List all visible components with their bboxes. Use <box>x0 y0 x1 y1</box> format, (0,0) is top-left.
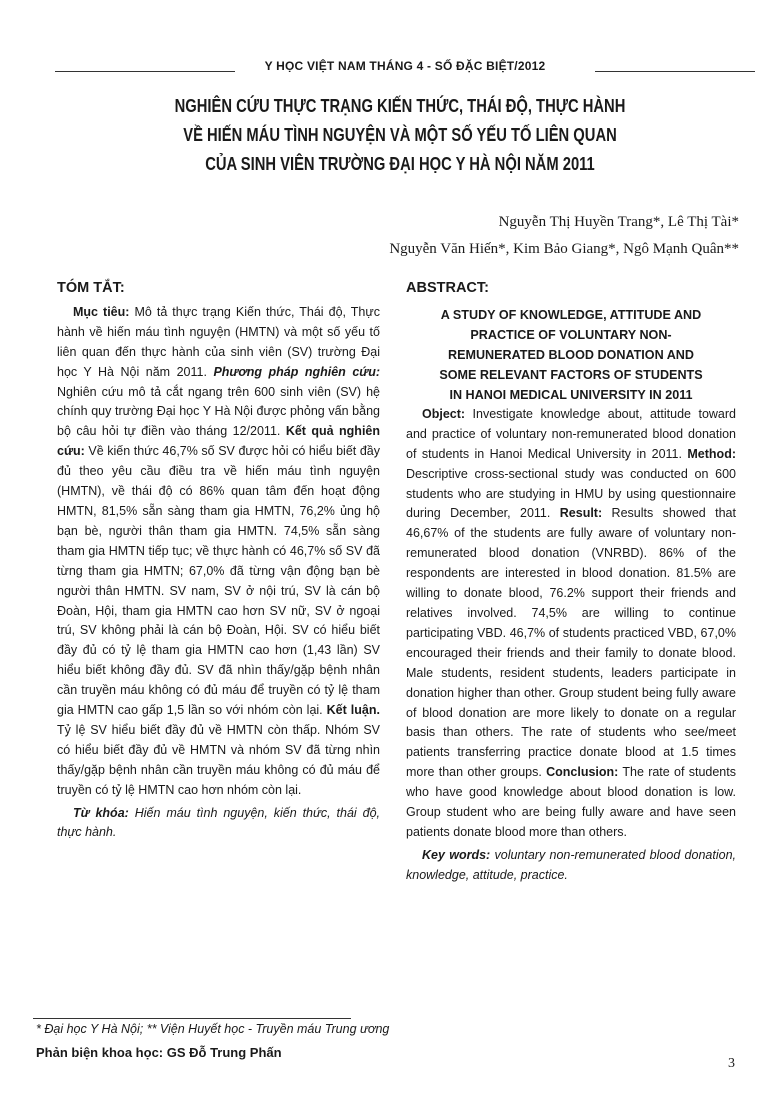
method-text: Nghiên cứu mô tả cắt ngang trên 600 sinh viên (SV) hệ chính quy trường Đại học Y Hà Nội được phỏng vấn bằng bộ câu hỏi tự điền vào tháng 12/2011. <box>57 384 380 439</box>
journal-header <box>55 54 755 78</box>
object-label: Object: <box>422 406 466 421</box>
title-line: CỦA SINH VIÊN TRƯỜNG ĐẠI HỌC Y HÀ NỘI NĂM 2011 <box>205 154 595 174</box>
keywords-text: Hiến máu tình nguyện, kiến thức, thái độ, thực hành. <box>57 805 380 840</box>
method-label-en: Method: <box>687 446 736 461</box>
abstract-en-body <box>406 405 736 843</box>
results-text: Về kiến thức 46,7% số SV được hỏi có hiểu biết đầy đủ theo yêu cầu điều tra về hiến máu tình nguyện (HMTN), về thái độ có 86% quan tâm đến hoạt động HMTN, 81,5% sẵn sàng tham gia HMTN, 76,2% ủng hộ bạn bè, người thân tham gia HMTN. 74,5% sẵn sàng tham gia HMTN tiếp tục; về thực hành có 46,7% số SV đã từng tham gia HMTN; 67,0% đã từng vận động bạn bè người thân HMTN. SV nam, SV ở nội trú, SV là cán bộ Đoàn, Hội, tham gia HMTN cao hơn SV nữ, SV ở ngoại trú, SV không phải là cán bộ Đoàn, Hội. SV có hiểu biết đầy đủ có tỷ lệ tham gia HMTN cao hơn (1,43 lần) SV hiểu biết không đầy đủ. SV đã nhìn thấy/gặp bệnh nhân cần truyền máu không có đủ máu để truyền có tỷ lệ tham gia HMTN cao gấp 1,5 lần so với nhóm còn lại. <box>57 444 380 718</box>
paper-title <box>154 92 646 179</box>
abstract-vietnamese <box>57 279 380 843</box>
method-text-en: Descriptive cross-sectional study was conducted on 600 students who are studying in HMU by using questionnaire during December, 2011. <box>406 466 736 521</box>
author-line: Nguyễn Thị Huyền Trang*, Lê Thị Tài* <box>498 214 739 230</box>
journal-header-text: Y HỌC VIỆT NAM THÁNG 4 - SỐ ĐẶC BIỆT/2012 <box>264 59 546 73</box>
footnote: * Đại học Y Hà Nội; ** Viện Huyết học - Truyền máu Trung ương <box>36 1022 390 1036</box>
title-line: VỀ HIẾN MÁU TÌNH NGUYỆN VÀ MỘT SỐ YẾU TỐ LIÊN QUAN <box>183 125 617 145</box>
conclusion-text: Tỷ lệ SV hiểu biết đầy đủ về HMTN còn thấp. Nhóm SV có hiểu biết đầy đủ về HMTN và nhóm SV đã từng nhìn thấy/gặp bệnh nhân cần truyền máu không có đủ máu để truyền có tỷ lệ HMTN cao hơn nhóm còn lại. <box>57 722 380 797</box>
method-label: Phương pháp nghiên cứu: <box>213 364 380 379</box>
results-label: Kết quả nghiên cứu: <box>57 424 380 459</box>
abstract-english <box>406 279 736 886</box>
result-text-en: Results showed that 46,67% of the students are fully aware of voluntary non-remunerated blood donation (VNRBD). 86% of the respondents are interested in blood donation. 81.5% are willing to donate blood, 76.2% support their friends and relatives involved. 74,5% are willing to continue participating VBD. 46,7% of students practiced VBD, 67,0% encouraged their friends and their family to donate blood. Male students, resident students, leaders participate in donation higher than other. Group student being fully aware of blood donation are more likely to donate on a regular basis than others. The rate of students who see/meet patients transferring practice donate blood at 1.5 times more than other groups. <box>406 506 736 780</box>
conclusion-text-en: The rate of students who have good knowledge about blood donation is low. Group student who are being fully aware and have seen patients donate blood more than others. <box>406 765 736 839</box>
abstract-en-heading: ABSTRACT: <box>406 280 489 296</box>
keywords-text-en: voluntary non-remunerated blood donation, knowledge, attitude, practice. <box>406 847 736 882</box>
keywords-label: Từ khóa: <box>73 805 129 820</box>
title-line: NGHIÊN CỨU THỰC TRẠNG KIẾN THỨC, THÁI ĐỘ, THỰC HÀNH <box>174 96 626 116</box>
en-title-line: A STUDY OF KNOWLEDGE, ATTITUDE AND <box>440 307 702 322</box>
objective-label: Mục tiêu: <box>73 304 130 319</box>
abstract-vn-heading: TÓM TẮT: <box>57 280 125 296</box>
objective-text: Mô tả thực trạng Kiến thức, Thái độ, Thực hành về hiến máu tình nguyện (HMTN) và một số yếu tố liên quan đến thực hành của sinh viên (SV) trường Đại học Y Hà Nội năm 2011. <box>57 304 381 379</box>
reviewer-line: Phản biện khoa học: GS Đỗ Trung Phấn <box>36 1045 282 1060</box>
en-title-line: IN HANOI MEDICAL UNIVERSITY IN 2011 <box>449 387 693 402</box>
abstract-en-title <box>406 305 736 405</box>
author-line: Nguyễn Văn Hiến*, Kim Bảo Giang*, Ngô Mạnh Quân** <box>389 241 739 257</box>
abstract-en-keywords <box>406 846 736 886</box>
footnote-rule <box>33 1018 351 1019</box>
object-text: Investigate knowledge about, attitude toward and practice of voluntary non-remunerated blood donation of students in Hanoi Medical University in 2011. <box>406 406 736 461</box>
page-number: 3 <box>728 1056 735 1071</box>
author-list <box>389 209 739 263</box>
abstract-vn-body <box>57 303 380 801</box>
conclusion-label-en: Conclusion: <box>546 765 619 780</box>
en-title-line: REMUNERATED BLOOD DONATION AND <box>447 347 695 362</box>
en-title-line: SOME RELEVANT FACTORS OF STUDENTS <box>439 367 703 382</box>
abstract-vn-keywords <box>57 804 380 844</box>
result-label-en: Result: <box>559 506 603 521</box>
en-title-line: PRACTICE OF VOLUNTARY NON- <box>470 327 672 342</box>
header-rule-right <box>595 71 755 72</box>
conclusion-label: Kết luận. <box>326 703 380 718</box>
keywords-label-en: Key words: <box>422 847 491 862</box>
